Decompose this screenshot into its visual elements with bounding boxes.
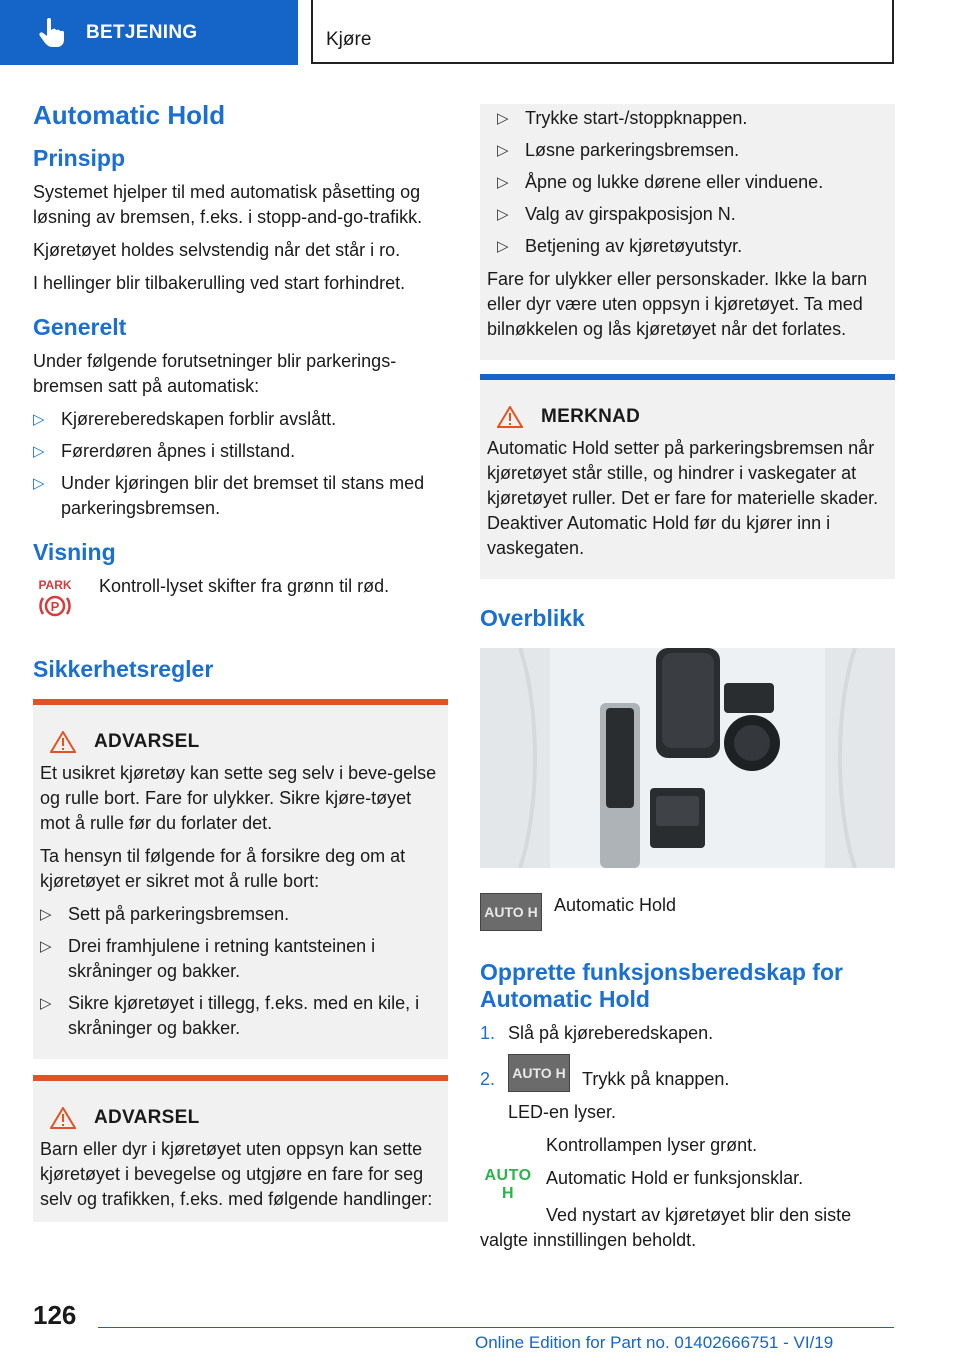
setup-steps xyxy=(480,1021,895,1125)
svg-text:PARK: PARK xyxy=(38,578,72,592)
indicator-row xyxy=(480,1133,895,1203)
warning-list xyxy=(40,902,441,1041)
step-item: 2. AUTO H Trykk på knappen. xyxy=(480,1054,895,1092)
autoh-button-icon: AUTO H xyxy=(508,1054,570,1092)
right-column xyxy=(480,104,895,1261)
display-text: Kontroll-lyset skifter fra grønn til rød. xyxy=(99,576,390,596)
left-column xyxy=(33,100,448,1222)
list-item: ▷ Sett på parkeringsbremsen. xyxy=(40,902,441,927)
general-intro: Under følgende forutsetninger blir parkerings-bremsen satt på automatisk: xyxy=(33,351,397,396)
warning-label: ADVARSEL xyxy=(94,731,200,752)
notice-box xyxy=(480,374,895,579)
autoh-button-row xyxy=(480,893,895,931)
warning-header xyxy=(50,1107,441,1129)
warning-triangle-icon xyxy=(50,1107,76,1129)
triangle-bullet-icon: ▷ xyxy=(40,938,52,955)
park-brake-icon xyxy=(33,574,77,622)
indicator-text: Automatic Hold er funksjonsklar. xyxy=(546,1168,804,1188)
hand-pointer-icon xyxy=(38,18,64,48)
general-list xyxy=(33,407,448,521)
list-item: ▷ Betjening av kjøretøyutstyr. xyxy=(497,234,888,259)
warning-triangle-icon xyxy=(497,406,523,428)
setup-heading: Opprette funksjonsberedskap for Automatic Hold xyxy=(480,959,843,1012)
section-tab xyxy=(0,0,298,65)
section-label: BETJENING xyxy=(86,21,198,43)
triangle-bullet-icon: ▷ xyxy=(497,238,509,255)
page-title: Automatic Hold xyxy=(33,100,226,130)
display-heading: Visning xyxy=(33,539,116,565)
handlings-list xyxy=(497,106,888,259)
list-item: ▷ Åpne og lukke dørene eller vinduene. xyxy=(497,170,888,195)
edition-text: Online Edition for Part no. 01402666751 - VI/19 xyxy=(475,1333,834,1352)
svg-text:P: P xyxy=(50,599,60,614)
principle-paragraph: Systemet hjelper til med automatisk påsetting og løsning av bremsen, f.eks. i stopp-and-go-trafikk. xyxy=(33,182,423,227)
warning-header xyxy=(50,731,441,753)
display-row xyxy=(33,574,448,622)
autoh-button-icon: AUTO H xyxy=(480,893,542,931)
triangle-bullet-icon: ▷ xyxy=(497,174,509,191)
list-item: ▷ Under kjøringen blir det bremset til stans med parkeringsbremsen. xyxy=(33,473,425,518)
general-heading: Generelt xyxy=(33,314,127,340)
list-item: ▷ Løsne parkeringsbremsen. xyxy=(497,138,888,163)
warning-text: Barn eller dyr i kjøretøyet uten oppsyn kan sette kjøretøyet i bevegelse og utgjøre en fare for seg selv og trafikken, f.eks. med følgende handlinger: xyxy=(40,1139,433,1209)
notice-label: MERKNAD xyxy=(541,406,641,427)
principle-heading: Prinsipp xyxy=(33,145,126,171)
principle-paragraph: Kjøretøyet holdes selvstendig når det står i ro. xyxy=(33,240,401,260)
warning-text: Fare for ulykker eller personskader. Ikke la barn eller dyr være uten oppsyn i kjøretøyet. Ta med bilnøkkelen og lås kjøretøyet når det forlates. xyxy=(487,269,868,339)
page-number: 126 xyxy=(33,1300,77,1330)
warning-box xyxy=(33,699,448,1059)
safety-heading: Sikkerhetsregler xyxy=(33,656,214,682)
autoh-indicator-icon: AUTO H xyxy=(484,1167,532,1202)
warning-label: ADVARSEL xyxy=(94,1107,200,1128)
triangle-bullet-icon: ▷ xyxy=(497,206,509,223)
step-item: 1. Slå på kjøreberedskapen. xyxy=(480,1023,714,1043)
list-item: ▷ Førerdøren åpnes i stillstand. xyxy=(33,439,448,464)
warning-triangle-icon xyxy=(50,731,76,753)
list-item: ▷ Trykke start-/stoppknappen. xyxy=(497,106,888,131)
triangle-bullet-icon: ▷ xyxy=(497,142,509,159)
breadcrumb-text: Kjøre xyxy=(326,29,372,50)
triangle-bullet-icon: ▷ xyxy=(40,906,52,923)
indicator-text: Kontrollampen lyser grønt. xyxy=(546,1135,758,1155)
list-item: ▷ Sikre kjøretøyet i tillegg, f.eks. med en kile, i skråninger og bakker. xyxy=(40,993,420,1038)
notice-text: Automatic Hold setter på parkeringsbremsen når kjøretøyet står stille, og hindrer i vaskegater at kjøretøyet ruller. Det er fare for materielle skader. Deaktiver Automatic Hold før du kjører inn i vaskegaten. xyxy=(487,438,879,558)
list-item: ▷ Valg av girspakposisjon N. xyxy=(497,202,888,227)
warning-text: Ta hensyn til følgende for å forsikre deg om at kjøretøyet er sikret mot å rulle bort: xyxy=(40,846,406,891)
list-item: ▷ Drei framhjulene i retning kantsteinen i skråninger og bakker. xyxy=(40,936,376,981)
autoh-button-label: Automatic Hold xyxy=(554,895,677,915)
warning-continuation-box xyxy=(480,104,895,360)
notice-header xyxy=(497,406,888,428)
footer-divider xyxy=(98,1327,894,1328)
list-item: ▷ Kjørereberedskapen forblir avslått. xyxy=(33,407,448,432)
warning-text: Et usikret kjøretøy kan sette seg selv i beve-gelse og rulle bort. Fare for ulykker. Sikre kjøre-tøyet mot å rulle før du forlater det. xyxy=(40,763,437,833)
triangle-bullet-icon: ▷ xyxy=(497,110,509,127)
triangle-bullet-icon: ▷ xyxy=(33,443,45,460)
center-console-photo xyxy=(480,648,895,868)
triangle-bullet-icon: ▷ xyxy=(40,995,52,1012)
triangle-bullet-icon: ▷ xyxy=(33,411,45,428)
step-note: LED-en lyser. xyxy=(508,1102,617,1122)
warning-box xyxy=(33,1075,448,1222)
overview-heading: Overblikk xyxy=(480,605,585,631)
breadcrumb xyxy=(311,0,894,64)
principle-paragraph: I hellinger blir tilbakerulling ved start forhindret. xyxy=(33,273,406,293)
triangle-bullet-icon: ▷ xyxy=(33,475,45,492)
indicator-text: Ved nystart av kjøretøyet blir den siste valgte innstillingen beholdt. xyxy=(480,1205,852,1250)
